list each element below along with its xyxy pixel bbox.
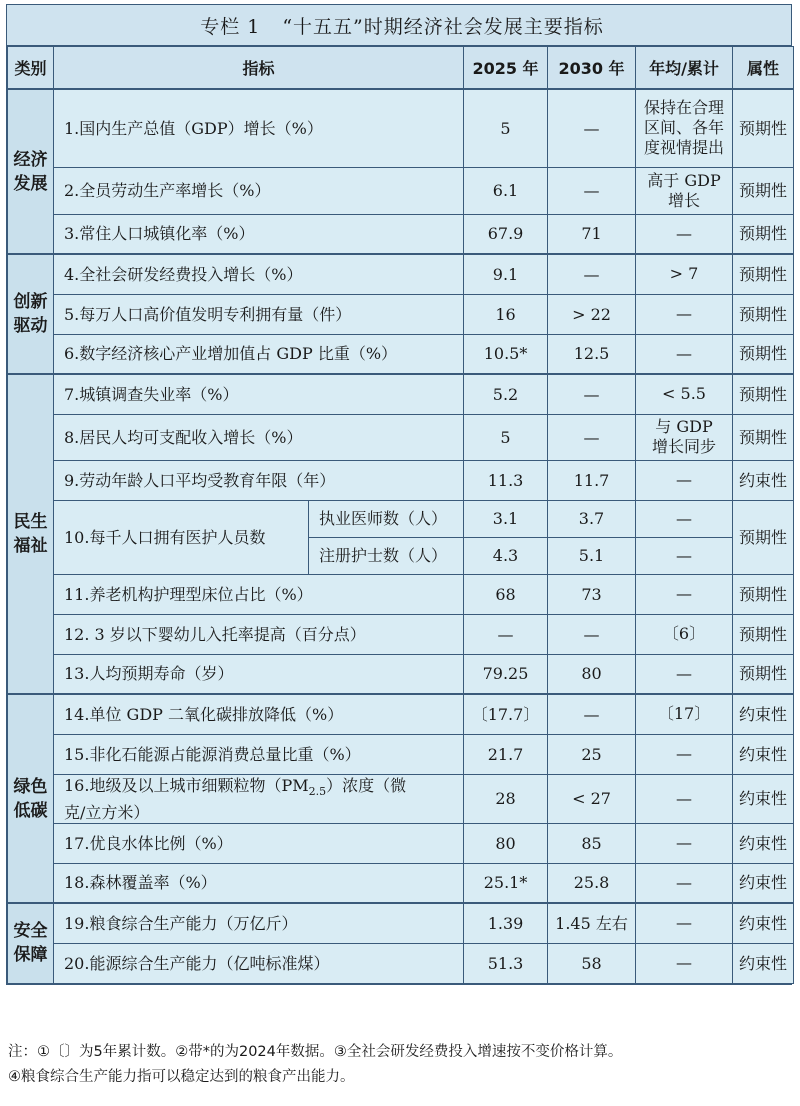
table-row (8, 734, 794, 774)
value-attribute: 预期性 (733, 614, 794, 654)
indicator-cell: 10.每千人口拥有医护人员数 (54, 500, 309, 574)
indicator-cell: 8.居民人均可支配收入增长（%） (54, 414, 464, 460)
value-attribute: 约束性 (733, 863, 794, 903)
value-2025: 28 (464, 774, 548, 823)
value-2030: > 22 (548, 294, 636, 334)
value-2030: 5.1 (548, 537, 636, 574)
note-line: ④粮食综合生产能力指可以稳定达到的粮食产出能力。 (8, 1069, 355, 1085)
indicator-cell: 18.森林覆盖率（%） (54, 863, 464, 903)
category-cell: 绿色 低碳 (8, 694, 54, 903)
value-attribute: 预期性 (733, 414, 794, 460)
indicator-panel (6, 4, 792, 985)
value-average: — (636, 537, 733, 574)
panel-number: 专栏 1 (200, 15, 261, 38)
header-2025: 2025 年 (464, 47, 548, 90)
indicator-cell: 9.劳动年龄人口平均受教育年限（年） (54, 460, 464, 500)
value-attribute: 预期性 (733, 254, 794, 294)
group-wellbeing (8, 374, 794, 694)
value-2030: 58 (548, 943, 636, 983)
table-row (8, 254, 794, 294)
value-2030: — (548, 254, 636, 294)
value-average: 〔6〕 (636, 614, 733, 654)
value-average: — (636, 574, 733, 614)
table-row (8, 574, 794, 614)
table-row (8, 214, 794, 254)
value-average: — (636, 654, 733, 694)
indicator-cell: 1.国内生产总值（GDP）增长（%） (54, 89, 464, 167)
category-cell: 创新 驱动 (8, 254, 54, 374)
indicator-cell: 2.全员劳动生产率增长（%） (54, 167, 464, 214)
table-header-row (8, 47, 794, 90)
value-average: — (636, 774, 733, 823)
table-row (8, 500, 794, 537)
value-2025: — (464, 614, 548, 654)
header-average: 年均/累计 (636, 47, 733, 90)
value-2030: 25 (548, 734, 636, 774)
value-2025: 11.3 (464, 460, 548, 500)
group-security (8, 903, 794, 983)
indicator-cell: 12. 3 岁以下婴幼儿入托率提高（百分点） (54, 614, 464, 654)
value-2030: — (548, 89, 636, 167)
value-attribute: 约束性 (733, 943, 794, 983)
indicator-cell: 17.优良水体比例（%） (54, 823, 464, 863)
value-2030: 25.8 (548, 863, 636, 903)
value-average: > 7 (636, 254, 733, 294)
value-average: — (636, 214, 733, 254)
value-2030: 1.45 左右 (548, 903, 636, 943)
table-row (8, 334, 794, 374)
group-innovation (8, 254, 794, 374)
value-2025: 16 (464, 294, 548, 334)
value-attribute: 预期性 (733, 167, 794, 214)
indicator-cell: 5.每万人口高价值发明专利拥有量（件） (54, 294, 464, 334)
value-2030: 80 (548, 654, 636, 694)
value-2025: 67.9 (464, 214, 548, 254)
value-2030: < 27 (548, 774, 636, 823)
value-2030: — (548, 614, 636, 654)
indicator-cell: 16.地级及以上城市细颗粒物$(PM_{2.5})$浓度（微 克/立方米） (54, 774, 464, 823)
value-attribute: 预期性 (733, 89, 794, 167)
value-attribute: 约束性 (733, 460, 794, 500)
sub-indicator-cell: 注册护士数（人） (309, 537, 464, 574)
value-2030: 71 (548, 214, 636, 254)
value-2025: 51.3 (464, 943, 548, 983)
value-attribute: 预期性 (733, 654, 794, 694)
table-row (8, 89, 794, 167)
indicator-cell: 7.城镇调查失业率（%） (54, 374, 464, 414)
indicator-cell: 14.单位 GDP 二氧化碳排放降低（%） (54, 694, 464, 734)
value-2025: 4.3 (464, 537, 548, 574)
table-row (8, 694, 794, 734)
table-row (8, 414, 794, 460)
value-2030: 85 (548, 823, 636, 863)
value-average: — (636, 863, 733, 903)
value-average: 与 GDP 增长同步 (636, 414, 733, 460)
value-2030: 11.7 (548, 460, 636, 500)
value-average: — (636, 734, 733, 774)
value-2025: 6.1 (464, 167, 548, 214)
value-average: — (636, 334, 733, 374)
value-average: 保持在合理 区间、各年 度视情提出 (636, 89, 733, 167)
indicator-cell: 20.能源综合生产能力（亿吨标准煤） (54, 943, 464, 983)
value-attribute: 预期性 (733, 294, 794, 334)
value-average: 〔17〕 (636, 694, 733, 734)
header-category: 类别 (8, 47, 54, 90)
value-2030: 3.7 (548, 500, 636, 537)
value-attribute: 预期性 (733, 214, 794, 254)
value-attribute: 约束性 (733, 694, 794, 734)
value-2030: — (548, 414, 636, 460)
indicator-cell: 3.常住人口城镇化率（%） (54, 214, 464, 254)
indicator-cell: 13.人均预期寿命（岁） (54, 654, 464, 694)
table-row (8, 614, 794, 654)
group-economy (8, 89, 794, 254)
category-cell: 民生 福祉 (8, 374, 54, 694)
value-attribute: 约束性 (733, 903, 794, 943)
value-average: — (636, 943, 733, 983)
value-average: — (636, 294, 733, 334)
value-2025: 5.2 (464, 374, 548, 414)
indicator-cell: 19.粮食综合生产能力（万亿斤） (54, 903, 464, 943)
value-average: — (636, 460, 733, 500)
value-average: 高于 GDP 增长 (636, 167, 733, 214)
value-2025: 80 (464, 823, 548, 863)
value-2025: 79.25 (464, 654, 548, 694)
value-attribute: 约束性 (733, 734, 794, 774)
value-attribute: 预期性 (733, 374, 794, 414)
indicator-cell: 15.非化石能源占能源消费总量比重（%） (54, 734, 464, 774)
header-indicator: 指标 (54, 47, 464, 90)
value-2030: 12.5 (548, 334, 636, 374)
note-line: 注：①〔〕为5年累计数。②带*的为2024年数据。③全社会研发经费投入增速按不变价格计算。 (8, 1044, 623, 1060)
value-average: — (636, 903, 733, 943)
table-row (8, 167, 794, 214)
value-2025: 1.39 (464, 903, 548, 943)
value-attribute: 预期性 (733, 334, 794, 374)
indicator-cell: 4.全社会研发经费投入增长（%） (54, 254, 464, 294)
value-average: — (636, 823, 733, 863)
value-2025: 10.5* (464, 334, 548, 374)
header-attribute: 属性 (733, 47, 794, 90)
value-2025: 〔17.7〕 (464, 694, 548, 734)
value-attribute: 预期性 (733, 574, 794, 614)
table-row (8, 943, 794, 983)
category-cell: 经济 发展 (8, 89, 54, 254)
category-cell: 安全 保障 (8, 903, 54, 983)
value-2025: 9.1 (464, 254, 548, 294)
group-green (8, 694, 794, 903)
value-2030: 73 (548, 574, 636, 614)
table-row (8, 460, 794, 500)
table-row (8, 823, 794, 863)
value-attribute: 约束性 (733, 774, 794, 823)
table-row (8, 903, 794, 943)
indicator-cell: 6.数字经济核心产业增加值占 GDP 比重（%） (54, 334, 464, 374)
table-row (8, 863, 794, 903)
value-average: — (636, 500, 733, 537)
table-notes (8, 1040, 792, 1090)
table-row (8, 294, 794, 334)
header-2030: 2030 年 (548, 47, 636, 90)
value-average: < 5.5 (636, 374, 733, 414)
indicator-table (7, 46, 794, 984)
value-2025: 5 (464, 89, 548, 167)
panel-title (7, 5, 791, 46)
value-2025: 25.1* (464, 863, 548, 903)
indicator-cell: 11.养老机构护理型床位占比（%） (54, 574, 464, 614)
value-2025: 3.1 (464, 500, 548, 537)
value-2030: — (548, 167, 636, 214)
value-2025: 5 (464, 414, 548, 460)
table-row (8, 774, 794, 823)
value-2030: — (548, 694, 636, 734)
sub-indicator-cell: 执业医师数（人） (309, 500, 464, 537)
table-row (8, 374, 794, 414)
value-2030: — (548, 374, 636, 414)
value-attribute: 约束性 (733, 823, 794, 863)
panel-title-text: “十五五”时期经济社会发展主要指标 (282, 15, 604, 38)
value-2025: 21.7 (464, 734, 548, 774)
table-row (8, 654, 794, 694)
value-attribute: 预期性 (733, 500, 794, 574)
value-2025: 68 (464, 574, 548, 614)
